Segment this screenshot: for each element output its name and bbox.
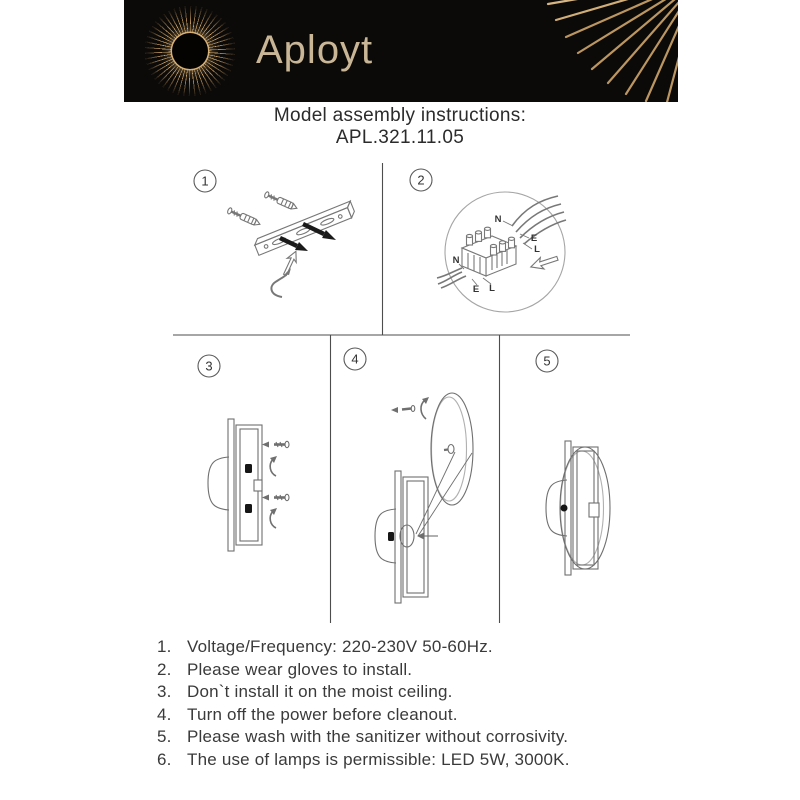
step-1-badge [194, 170, 216, 192]
title-line2-model-code: APL.321.11.05 [335, 127, 465, 148]
step2-wiring-drawing [437, 192, 566, 312]
mounting-bracket [253, 201, 356, 255]
step4-disc-drawing [375, 393, 473, 603]
svg-text:L: L [534, 244, 540, 255]
item-text: Please wear gloves to install. [187, 659, 413, 679]
item-text: The use of lamps is permissible: LED 5W, 3000K. [187, 749, 570, 769]
item-number: 2. [157, 659, 172, 679]
svg-text:2: 2 [417, 172, 425, 188]
step3-frame-drawing [208, 419, 289, 551]
item-text: Don`t install it on the moist ceiling. [187, 682, 453, 702]
screw-with-arrow-bottom [262, 494, 289, 500]
step5-assembled-drawing [546, 441, 610, 575]
item-number: 4. [157, 704, 172, 724]
brand-name: Aployt [256, 28, 374, 72]
incoming-wires [512, 196, 566, 244]
step-2-badge [410, 169, 432, 191]
screw-with-arrow-top [262, 441, 289, 447]
item-number: 1. [157, 637, 172, 656]
list-item [157, 637, 570, 660]
list-item [157, 682, 570, 705]
item-text: Turn off the power before cleanout. [187, 704, 458, 724]
svg-text:4: 4 [351, 351, 359, 367]
step-3-badge [198, 355, 220, 377]
center-screw [561, 505, 568, 512]
frame-knobs [245, 464, 252, 513]
step-5-badge [536, 350, 558, 372]
frame-knob [388, 532, 394, 541]
rotate-arrows [270, 456, 277, 528]
svg-text:E: E [530, 233, 538, 244]
wall-anchor-screw-1 [227, 207, 261, 227]
item-number: 3. [157, 682, 172, 702]
frame-socket [254, 480, 262, 491]
back-plate [228, 419, 234, 551]
outgoing-wires [437, 268, 466, 288]
wall-anchor-screw-2 [264, 191, 298, 211]
insert-arrow-icon [280, 249, 300, 277]
svg-text:L: L [489, 283, 495, 294]
disc-center-screw [444, 445, 454, 454]
svg-text:3: 3 [205, 358, 213, 374]
list-item [157, 727, 570, 750]
item-number: 6. [157, 749, 172, 769]
svg-text:1: 1 [201, 173, 209, 189]
list-item [157, 660, 570, 683]
list-item [157, 705, 570, 728]
step-4-badge [344, 348, 366, 370]
svg-text:5: 5 [543, 353, 551, 369]
title-line1: Model assembly instructions: [273, 105, 527, 126]
item-number: 5. [157, 727, 172, 747]
list-item [157, 750, 570, 773]
step-badges [194, 169, 558, 377]
step1-bracket-drawing [227, 191, 356, 297]
disc-rim [432, 397, 467, 501]
svg-text:E: E [472, 284, 480, 295]
mounting-hook [271, 268, 291, 297]
item-text: Please wash with the sanitizer without corrosivity. [187, 727, 569, 747]
screw-with-arrow [391, 406, 415, 414]
instruction-list [157, 637, 570, 773]
svg-text:N: N [494, 214, 502, 225]
wall-canopy [208, 457, 229, 510]
item-text: Voltage/Frequency: 220-230V 50-60Hz. [187, 637, 493, 656]
rotate-arrow [421, 397, 429, 419]
connect-arrow-icon [529, 253, 559, 273]
svg-text:N: N [452, 255, 460, 266]
frame-socket [589, 503, 599, 517]
